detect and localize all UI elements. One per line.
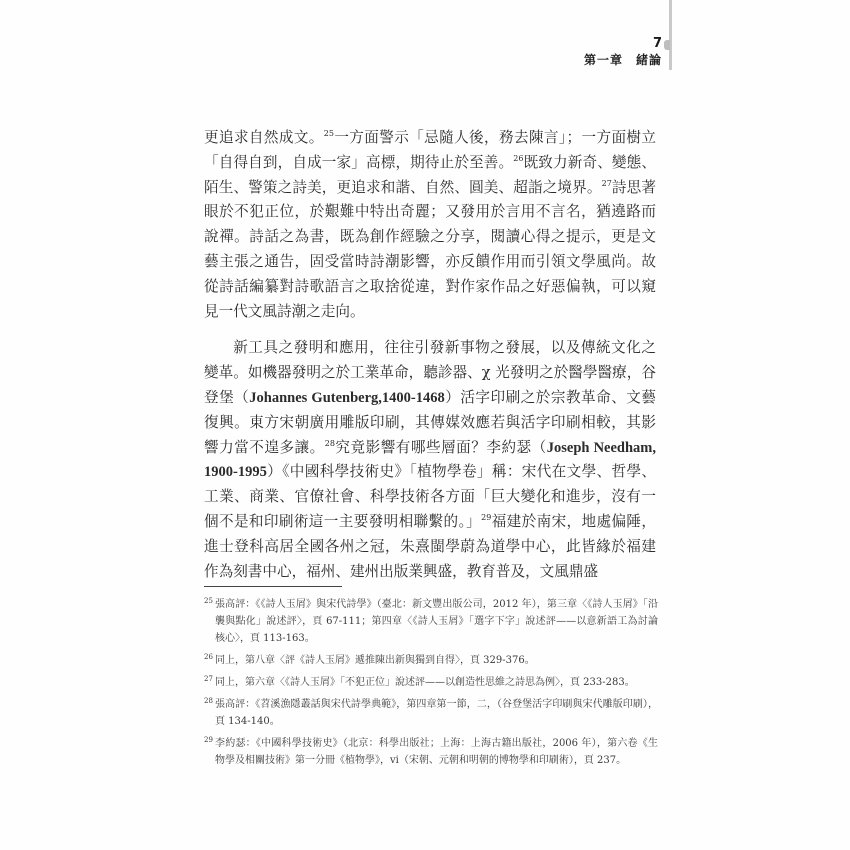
footnote-number: 27 (204, 675, 213, 683)
paragraph-text: 詩思著眼於不犯正位，於艱難中特出奇麗；又發用於言用不言名，猶遶路而說禪。詩話之為書，既為創作經驗之分享，閱讀心得之提示，更是文藝主張之通告，固受當時詩潮影響，亦反饋作用而引領文學風尚。故從詩話編纂對詩歌語言之取捨從違，對作家作品之好惡偏執，可以窺見一代文風詩潮之走向。 (204, 178, 656, 320)
main-body-text (204, 126, 656, 596)
paragraph-text: 一方面警示「忌隨人後，務去陳言」；一方面樹立「自得自到，自成一家」高標，期待止於至善。 (204, 129, 656, 171)
footnote-separator (204, 586, 342, 587)
footnote-text: 李約瑟：《中國科學技術史》（北京：科學出版社；上海：上海古籍出版社，2006 年），第六卷《生物學及相關技術》第一分冊《植物學》，vi（宋朝、元朝和明朝的博物學和印刷術），頁 237。 (215, 738, 658, 766)
footnote-reference[interactable]: 25 (323, 129, 334, 139)
footnote-item (204, 696, 658, 730)
footnote-reference[interactable]: 27 (601, 178, 612, 188)
running-head: 第一章 緒論 (583, 53, 662, 67)
latin-name-text: Joseph Needham, 1900-1995 (204, 439, 656, 481)
footnote-text: 張高評：《苕溪漁隱叢話與宋代詩學典範》，第四章第一節，二，（谷登堡活字印刷與宋代雕版印刷），頁 134-140。 (215, 699, 658, 727)
footnote-item (204, 596, 658, 647)
footnote-number: 29 (204, 736, 213, 744)
paragraph-text: 福建於南宋，地處偏陲，進士登科高居全國各州之冠，朱熹閩學蔚為道學中心，此皆緣於福建作為刻書中心，福州、建州出版業興盛，教育普及，文風鼎盛 (204, 512, 656, 580)
footnotes-section (204, 596, 658, 774)
page-number: 7 (652, 36, 662, 51)
paragraph-text: 更追求自然成文。 (204, 129, 324, 146)
footnote-text: 同上，第六章〈《詩人玉屑》「不犯正位」說述評——以創造性思維之詩思為例〉，頁 233-283。 (215, 677, 635, 688)
thumb-index-tab (664, 40, 670, 50)
footnote-text: 張高評：《《詩人玉屑》與宋代詩學》（臺北：新文豐出版公司，2012 年），第三章〈《詩人玉屑》「沿襲與點化」說述評〉，頁 67-111；第四章〈《詩人玉屑》「選字下字」說述評——以意新語工為討論核心〉，頁 113-163。 (215, 599, 658, 644)
body-paragraph (204, 336, 656, 584)
footnote-reference[interactable]: 28 (324, 438, 335, 448)
paragraph-text: ）《中國科學技術史》「植物學卷」稱：宋代在文學、哲學、工業、商業、官僚社會、科學技術各方面「巨大變化和進步，沒有一個不是和印刷術這一主要發明相聯繫的。」 (204, 463, 656, 530)
footnote-text: 同上，第八章〈評《詩人玉屑》遞推陳出新與獨到自得〉，頁 329-376。 (215, 655, 535, 666)
footnote-reference[interactable]: 29 (481, 513, 492, 523)
footnote-item (204, 735, 658, 769)
paragraph-text: 究竟影響有哪些層面？李約瑟（ (334, 438, 547, 456)
footnote-number: 25 (204, 597, 213, 605)
footnote-number: 28 (204, 697, 213, 705)
footnote-reference[interactable]: 26 (513, 153, 524, 163)
page-header (584, 36, 662, 68)
body-paragraph (204, 126, 656, 324)
footnote-item (204, 674, 658, 691)
latin-name-text: Johannes Gutenberg,1400-1468 (249, 389, 445, 406)
page-edge-line (669, 0, 672, 70)
paragraph-text: 既致力新奇、變態、陌生、警策之詩美，更追求和諧、自然、圓美、超詣之境界。 (204, 153, 656, 196)
footnote-number: 26 (204, 653, 213, 661)
paragraph-text: 新工具之發明和應用，往往引發新事物之發展，以及傳統文化之變革。如機器發明之於工業革命，聽診器、χ 光發明之於醫學醫療，谷登堡（ (204, 339, 656, 406)
paragraph-text: ）活字印刷之於宗教革命、文藝復興。東方宋朝廣用雕版印刷，其傳媒效應若與活字印刷相較，其影響力當不遑多讓。 (204, 388, 656, 456)
footnote-item (204, 652, 658, 669)
